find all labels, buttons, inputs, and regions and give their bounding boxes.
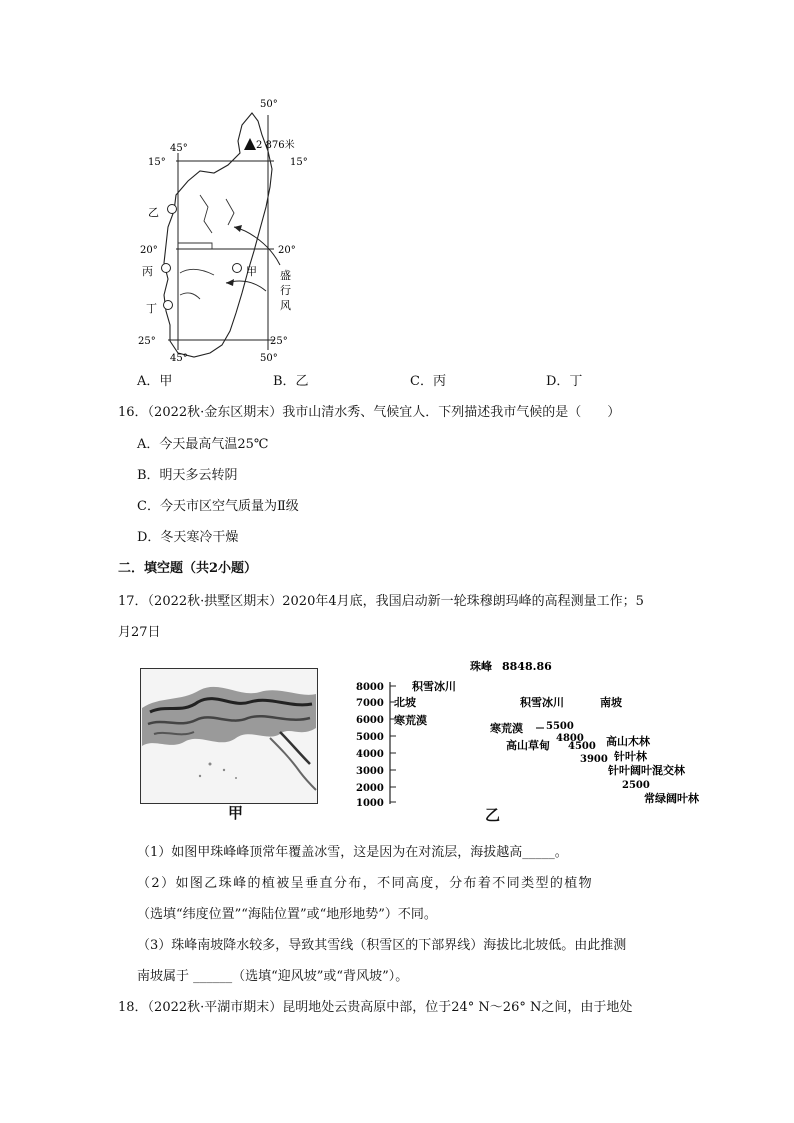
q15-option-c: C．丙	[410, 374, 446, 389]
label-jia: 甲	[246, 265, 257, 278]
lon-45-bottom-label: 45°	[170, 353, 188, 364]
alt-5500: 5500	[546, 721, 574, 732]
boundary-line	[178, 243, 212, 249]
q15-option-b: B．乙	[273, 374, 309, 389]
south-zone-alpine-forest: 高山木林	[606, 735, 650, 748]
y-tick-3000: 3000	[356, 766, 384, 777]
alt-3900: 3900	[580, 754, 608, 765]
south-slope-label: 南坡	[600, 696, 622, 709]
lat-15-left-label: 15°	[148, 157, 166, 168]
y-tick-8000: 8000	[356, 682, 384, 693]
wind-label-1: 盛	[280, 269, 291, 282]
river-2	[226, 199, 234, 225]
north-zone-desert: 寒荒漠	[394, 714, 427, 727]
river-1	[200, 195, 212, 233]
y-tick-4000: 4000	[356, 749, 384, 760]
q17-sub1: （1）如图甲珠峰峰顶常年覆盖冰雪，这是因为在对流层，海拔越高_____。	[137, 845, 568, 860]
lat-20-left-label: 20°	[140, 245, 158, 256]
north-slope-label: 北坡	[394, 696, 416, 709]
q16-option-b: B．明天多云转阴	[137, 468, 238, 483]
y-tick-5000: 5000	[356, 732, 384, 743]
label-yi: 乙	[148, 206, 159, 219]
peak-height-label: 2 876米	[256, 140, 295, 151]
south-zone-desert: 寒荒漠	[490, 722, 523, 735]
q16-stem: 16．（2022秋·金东区期末）我市山清水秀、气候宜人．下列描述我市气候的是（ ）	[118, 405, 621, 420]
lat-15-right-label: 15°	[290, 157, 308, 168]
wind-arrowhead-1	[234, 225, 242, 232]
q16-option-c: C．今天市区空气质量为Ⅱ级	[137, 499, 299, 514]
south-zone-snow: 积雪冰川	[520, 696, 564, 709]
river-3	[180, 269, 214, 275]
q16-option-a: A．今天最高气温25℃	[137, 437, 269, 452]
north-zone-snow: 积雪冰川	[412, 680, 456, 693]
lat-50-label: 50°	[260, 99, 278, 110]
lon-50-bottom-label: 50°	[260, 353, 278, 364]
figure-jia-image	[140, 668, 318, 804]
q17-sub2-line1: （2）如图乙珠峰的植被呈垂直分布，不同高度，分布着不同类型的植物	[137, 876, 594, 891]
q15-option-a: A．甲	[137, 374, 173, 389]
south-zone-conifer: 针叶林	[614, 750, 647, 763]
section-heading: 二．填空题（共2小题）	[118, 561, 258, 576]
lat-25-left-label: 25°	[138, 336, 156, 347]
south-zone-evergreen: 常绿阔叶林	[644, 792, 699, 805]
label-ding: 丁	[146, 302, 157, 315]
wind-arrowhead-2	[226, 279, 234, 286]
figure-jia-caption: 甲	[228, 804, 244, 822]
location-jia-marker	[233, 264, 242, 273]
q17-sub3-line2: 南坡属于 ______（选填“迎风坡”或“背风坡”）。	[137, 969, 409, 984]
q17-sub2-line2: （选填“纬度位置”“海陆位置”或“地形地势”）不同。	[137, 907, 437, 922]
figure-yi-zonation	[352, 656, 732, 806]
q15-option-d: D．丁	[546, 374, 583, 389]
south-zone-meadow: 高山草甸	[506, 739, 550, 752]
q16-option-d: D．冬天寒冷干燥	[137, 530, 239, 545]
y-tick-6000: 6000	[356, 715, 384, 726]
peak-triangle-icon	[244, 138, 256, 150]
location-bing-marker	[162, 264, 171, 273]
q17-stem-line1: 17．（2022秋·拱墅区期末）2020年4月底，我国启动新一轮珠穆朗玛峰的高程测量工作；5	[118, 594, 644, 609]
alt-2500: 2500	[622, 780, 650, 791]
alt-4500: 4500	[568, 741, 596, 752]
y-tick-1000: 1000	[356, 798, 384, 806]
lat-20-right-label: 20°	[278, 245, 296, 256]
lon-45-top-label: 45°	[170, 143, 188, 154]
q17-sub3-line1: （3）珠峰南坡降水较多，导致其雪线（积雪区的下部界线）海拔比北坡低。由此推测	[137, 938, 627, 953]
wind-arrow-1	[234, 227, 280, 265]
peak-height: 8848.86	[502, 660, 552, 673]
wind-label-2: 行	[280, 284, 291, 297]
location-ding-marker	[164, 301, 173, 310]
lat-25-right-label: 25°	[270, 336, 288, 347]
south-zone-mixed: 针叶阔叶混交林	[608, 764, 685, 777]
q17-stem-line2: 月27日	[118, 625, 161, 640]
island-map-figure	[130, 95, 320, 365]
label-bing: 丙	[142, 265, 153, 278]
location-yi-marker	[168, 205, 177, 214]
q18-stem: 18．（2022秋·平湖市期末）昆明地处云贵高原中部，位于24° N～26° N之间，由于地处	[118, 1000, 633, 1015]
alt-4800: 4800	[556, 733, 584, 744]
river-4	[180, 293, 200, 299]
peak-label: 珠峰	[470, 660, 492, 673]
y-tick-7000: 7000	[356, 698, 384, 709]
wind-label-3: 风	[280, 299, 291, 312]
figure-yi-caption: 乙	[485, 806, 501, 824]
y-tick-2000: 2000	[356, 783, 384, 794]
